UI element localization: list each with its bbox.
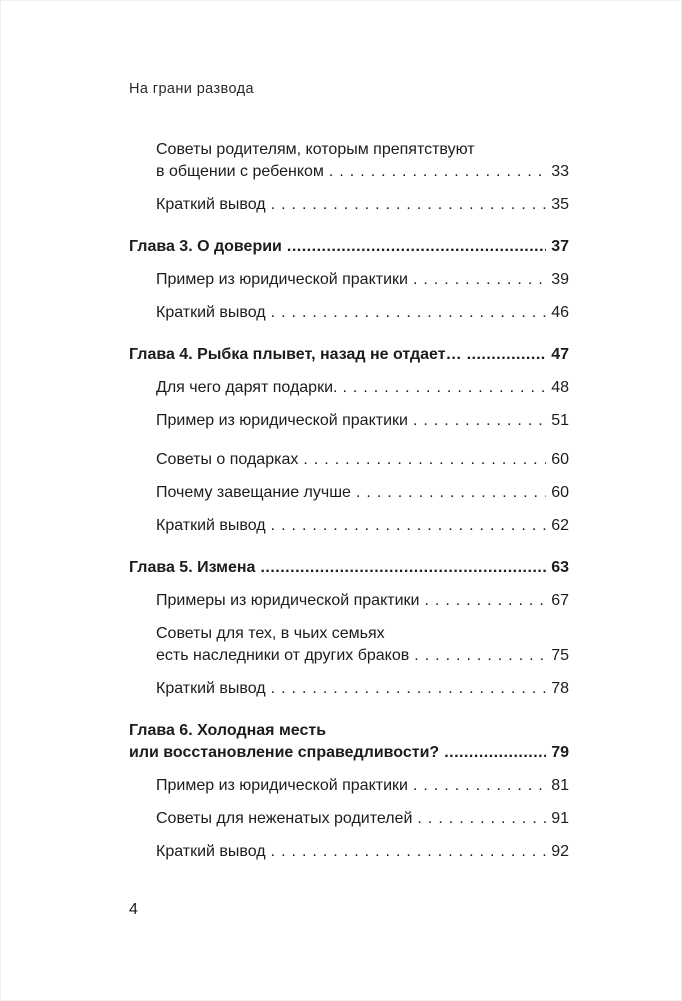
toc-entry-title: Советы о подарках <box>156 451 299 468</box>
dot-leader <box>271 194 547 216</box>
toc-entry-page: 79 <box>551 744 569 761</box>
toc-entry-page: 35 <box>551 196 569 213</box>
toc-chapter-entry <box>129 557 569 579</box>
toc-entry-page: 47 <box>551 346 569 363</box>
dot-leader <box>271 841 547 863</box>
toc-chapter-entry <box>129 236 569 258</box>
toc-entry-page: 51 <box>551 412 569 429</box>
toc-entry-page: 60 <box>551 451 569 468</box>
toc-entry-page: 92 <box>551 843 569 860</box>
toc-entry-title: Пример из юридической практики <box>156 271 408 288</box>
dot-leader <box>467 344 547 366</box>
toc-entry <box>129 623 569 667</box>
toc-entry <box>129 269 569 291</box>
toc-entry <box>129 515 569 537</box>
toc-entry <box>129 590 569 612</box>
dot-leader <box>417 808 546 830</box>
dot-leader <box>424 590 546 612</box>
toc-entry-page: 91 <box>551 810 569 827</box>
dot-leader <box>260 557 546 579</box>
toc-entry-title: есть наследники от других браков <box>156 647 410 664</box>
toc-entry-title: или восстановление справедливости? <box>129 744 440 761</box>
dot-leader <box>271 515 547 537</box>
toc-entry-page: 60 <box>551 484 569 501</box>
dot-leader <box>287 236 546 258</box>
toc-entry-page: 62 <box>551 517 569 534</box>
dot-leader <box>342 377 546 399</box>
dot-leader <box>414 645 546 667</box>
toc-entry-title: Краткий вывод <box>156 680 266 697</box>
toc-entry-title: Примеры из юридической практики <box>156 592 420 609</box>
dot-leader <box>329 161 546 183</box>
toc-entry-title: Глава 3. О доверии <box>129 238 282 255</box>
toc-entry-page: 63 <box>551 559 569 576</box>
toc-entry-page: 46 <box>551 304 569 321</box>
toc-entry <box>129 194 569 216</box>
toc-entry-title: Пример из юридической практики <box>156 777 408 794</box>
toc-entry-line: Глава 6. Холодная месть <box>129 722 327 739</box>
toc-entry <box>129 808 569 830</box>
toc-entry-line: Советы для тех, в чьих семьях <box>156 625 385 642</box>
toc-entry-title: Пример из юридической практики <box>156 412 408 429</box>
toc-entry <box>129 482 569 504</box>
toc-entry-page: 33 <box>551 163 569 180</box>
toc-entry <box>129 449 569 471</box>
dot-leader <box>303 449 546 471</box>
dot-leader <box>271 302 547 324</box>
toc-entry-line: Советы родителям, которым препятствуют <box>156 141 475 158</box>
toc-entry-page: 67 <box>551 592 569 609</box>
toc-entry <box>129 377 569 399</box>
toc-entry-title: Почему завещание лучше <box>156 484 351 501</box>
toc-entry-title: Краткий вывод <box>156 196 266 213</box>
toc-entry <box>129 775 569 797</box>
toc-entry <box>129 302 569 324</box>
toc-entry-page: 37 <box>551 238 569 255</box>
page-number: 4 <box>129 901 138 918</box>
toc-entry-page: 75 <box>551 647 569 664</box>
toc-entry-page: 78 <box>551 680 569 697</box>
dot-leader <box>413 775 546 797</box>
toc-chapter-entry <box>129 344 569 366</box>
toc-entry-page: 81 <box>551 777 569 794</box>
toc-entry-title: Глава 5. Измена <box>129 559 256 576</box>
dot-leader <box>271 678 547 700</box>
toc-entry-title: Советы для неженатых родителей <box>156 810 413 827</box>
toc-entry <box>129 841 569 863</box>
toc-entry-page: 39 <box>551 271 569 288</box>
toc-entry-title: Глава 4. Рыбка плывет, назад не отдает… <box>129 346 462 363</box>
toc-entry-title: Краткий вывод <box>156 304 266 321</box>
toc-entry-title: Для чего дарят подарки. <box>156 379 338 396</box>
dot-leader <box>356 482 546 504</box>
toc-entry <box>129 678 569 700</box>
toc-entry-title: Краткий вывод <box>156 517 266 534</box>
dot-leader <box>413 269 546 291</box>
toc-entry-page: 48 <box>551 379 569 396</box>
dot-leader <box>444 742 546 764</box>
table-of-contents <box>129 139 569 863</box>
dot-leader <box>413 410 546 432</box>
toc-chapter-entry <box>129 720 569 764</box>
toc-entry <box>129 139 569 183</box>
toc-entry <box>129 410 569 432</box>
running-header: На грани развода <box>129 81 254 97</box>
toc-entry-title: в общении с ребенком <box>156 163 324 180</box>
toc-entry-title: Краткий вывод <box>156 843 266 860</box>
